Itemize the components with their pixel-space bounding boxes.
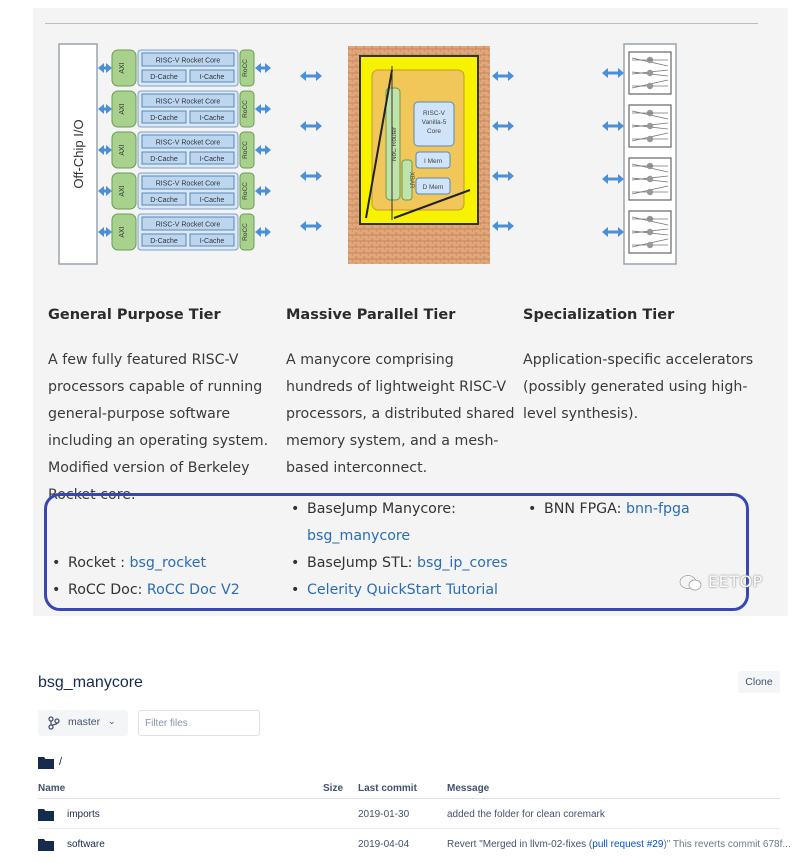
rocc-label: RoCC — [242, 182, 249, 200]
tier-title-parallel: Massive Parallel Tier — [286, 307, 456, 323]
dcache-label: D-Cache — [150, 238, 178, 245]
dcache-label: D-Cache — [150, 197, 178, 204]
rocc-label: RoCC — [242, 100, 249, 118]
divider — [45, 23, 758, 24]
general-purpose-diagram — [58, 42, 273, 267]
clone-button[interactable]: Clone — [738, 671, 780, 693]
bidirectional-arrow — [98, 227, 112, 237]
wechat-icon — [678, 574, 704, 592]
axi-label: AXI — [119, 62, 126, 74]
bidirectional-arrow — [255, 227, 271, 237]
bidirectional-arrow — [602, 227, 624, 237]
imem-label: I Mem — [423, 158, 443, 165]
rocket-tile — [112, 91, 254, 127]
bidirectional-arrow — [255, 145, 271, 155]
massive-parallel-diagram — [296, 40, 516, 270]
core-label: RISC-V Rocket Core — [155, 221, 221, 229]
bnn-fpga-link[interactable]: bnn-fpga — [625, 501, 690, 517]
list-item: • BaseJump Manycore: bsg_manycore — [289, 496, 508, 550]
bsg-ip-cores-link[interactable]: bsg_ip_cores — [416, 555, 508, 571]
folder-icon — [38, 838, 54, 851]
last-commit-date: 2019-04-04 — [358, 839, 410, 850]
list-item: • BaseJump STL: bsg_ip_cores — [289, 550, 508, 577]
row-divider — [38, 828, 780, 829]
commit-message: added the folder for clean coremark — [447, 809, 605, 820]
axi-label: AXI — [119, 226, 126, 238]
branch-label: master — [68, 716, 101, 728]
commit-message: Revert "Merged in llvm-02-fixes (pull request #29)" This reverts commit 678f... — [447, 839, 791, 850]
file-name-link[interactable]: software — [67, 839, 105, 850]
core-label: RISC-V Rocket Core — [155, 98, 221, 106]
celerity-tutorial-link[interactable]: Celerity QuickStart Tutorial — [307, 582, 498, 598]
accelerator-unit — [629, 158, 671, 200]
bidirectional-arrow — [492, 121, 514, 131]
column-header-name[interactable]: Name — [38, 783, 66, 794]
axi-label: AXI — [119, 144, 126, 156]
filter-files-input[interactable] — [138, 710, 260, 736]
bidirectional-arrow — [300, 171, 322, 181]
dcache-label: D-Cache — [150, 115, 178, 122]
bsg-manycore-link[interactable]: bsg_manycore — [307, 528, 411, 544]
column-header-message[interactable]: Message — [447, 783, 490, 794]
icache-label: I-Cache — [199, 197, 225, 204]
pull-request-link[interactable]: pull request #29 — [592, 839, 664, 850]
folder-icon — [38, 808, 54, 821]
icache-label: I-Cache — [199, 156, 225, 163]
rocc-label: RoCC — [242, 141, 249, 159]
highlight-annotation — [44, 493, 749, 611]
rocket-tile — [112, 173, 254, 209]
file-name-link[interactable]: imports — [67, 809, 100, 820]
branch-selector[interactable] — [38, 710, 128, 736]
core-label: RISC-V Rocket Core — [155, 57, 221, 65]
bidirectional-arrow — [255, 186, 271, 196]
core-label: RISC-V Rocket Core — [155, 139, 221, 147]
icache-label: I-Cache — [199, 74, 225, 81]
table-header-divider — [38, 798, 780, 799]
bidirectional-arrow — [255, 104, 271, 114]
tier-title-general: General Purpose Tier — [48, 307, 221, 323]
accelerator-unit — [629, 211, 671, 253]
list-item: • RoCC Doc: RoCC Doc V2 — [50, 577, 240, 604]
bidirectional-arrow — [492, 171, 514, 181]
core-label-line-1: RISC-V — [422, 110, 446, 117]
tier-desc-general: A few fully featured RISC-V processors capable of running general-purpose software including an operating system. Modified version of Berkeley Rocket core. — [48, 352, 269, 503]
tier-desc-specialization: Application-specific accelerators (possibly generated using high-level synthesis). — [523, 352, 754, 422]
bidirectional-arrow — [98, 186, 112, 196]
bidirectional-arrow — [602, 68, 624, 78]
rocket-tile — [112, 132, 254, 168]
axi-label: AXI — [119, 185, 126, 197]
column-header-last-commit[interactable]: Last commit — [358, 783, 417, 794]
breadcrumb-path: / — [59, 756, 63, 768]
column-header-size[interactable]: Size — [323, 783, 344, 794]
rocket-tile — [112, 50, 254, 86]
rocket-tile — [112, 214, 254, 250]
axi-label: AXI — [119, 103, 126, 115]
rocc-label: RoCC — [242, 223, 249, 241]
bidirectional-arrow — [300, 121, 322, 131]
rocc-label: RoCC — [242, 59, 249, 77]
bidirectional-arrow — [492, 71, 514, 81]
bidirectional-arrow — [98, 104, 112, 114]
folder-icon — [38, 756, 54, 769]
accelerator-unit — [629, 52, 671, 94]
xbar-label: XBAR — [408, 171, 414, 189]
rocc-doc-link[interactable]: RoCC Doc V2 — [146, 582, 240, 598]
core-label: RISC-V Rocket Core — [155, 180, 221, 188]
noc-router-label: NoC Router — [391, 126, 398, 162]
icache-label: I-Cache — [199, 238, 225, 245]
bidirectional-arrow — [602, 174, 624, 184]
bidirectional-arrow — [300, 221, 322, 231]
last-commit-date: 2019-01-30 — [358, 809, 410, 820]
chevron-down-icon: ⌄ — [108, 716, 116, 726]
tier-title-specialization: Specialization Tier — [523, 307, 675, 323]
offchip-label: Off-Chip I/O — [71, 119, 86, 189]
bsg-rocket-link[interactable]: bsg_rocket — [129, 555, 207, 571]
watermark-text: EETOP — [708, 572, 763, 591]
bidirectional-arrow — [300, 71, 322, 81]
tier-desc-parallel: A manycore comprising hundreds of lightweight RISC-V processors, a distributed shared memory system, and a mesh-based interconnect. — [286, 352, 515, 476]
list-item: • BNN FPGA: bnn-fpga — [526, 496, 690, 523]
bidirectional-arrow — [255, 63, 271, 73]
dcache-label: D-Cache — [150, 156, 178, 163]
bidirectional-arrow — [98, 63, 112, 73]
dcache-label: D-Cache — [150, 74, 178, 81]
bidirectional-arrow — [98, 145, 112, 155]
repo-title: bsg_manycore — [38, 674, 143, 691]
core-label-line-2: Vanilla-5 — [421, 119, 447, 126]
dmem-label: D Mem — [422, 184, 444, 191]
icache-label: I-Cache — [199, 115, 225, 122]
branch-icon — [47, 716, 61, 730]
list-item: • Rocket : bsg_rocket — [50, 550, 240, 577]
bidirectional-arrow — [602, 121, 624, 131]
bidirectional-arrow — [492, 221, 514, 231]
accelerator-unit — [629, 105, 671, 147]
core-label-line-3: Core — [426, 128, 442, 135]
specialization-diagram — [598, 42, 688, 267]
